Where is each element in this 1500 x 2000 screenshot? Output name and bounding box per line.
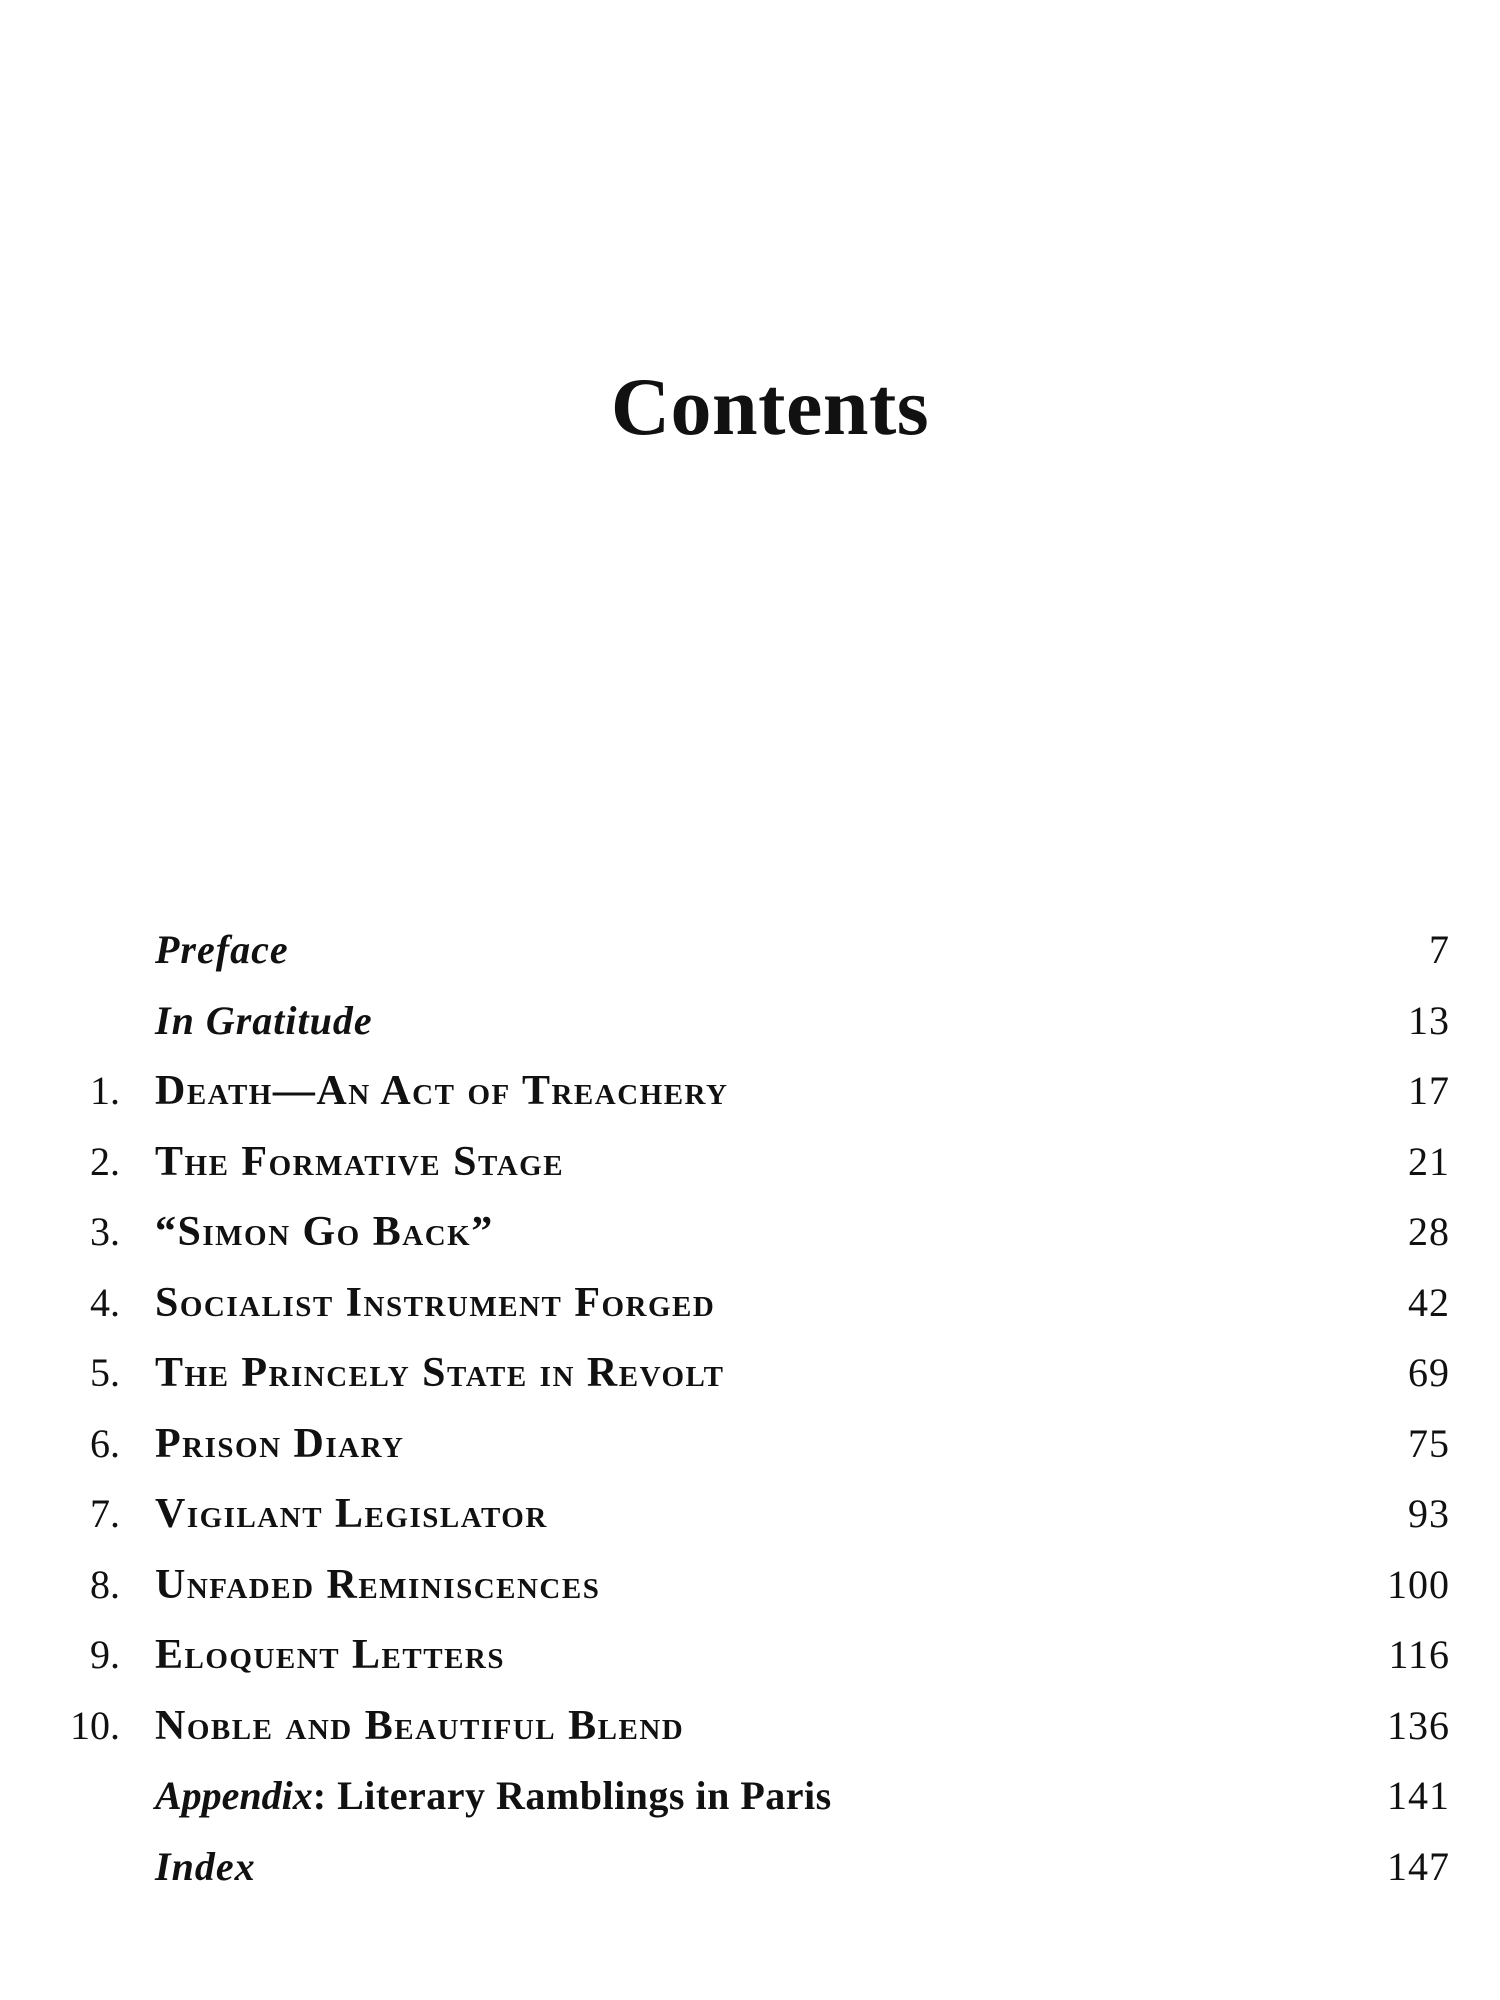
- table-of-contents: [0, 920, 1500, 1907]
- toc-entry-page: 136: [1387, 1702, 1450, 1748]
- toc-entry-chapter-5: [0, 1343, 1500, 1414]
- toc-entry-title: The Formative Stage: [155, 1138, 565, 1185]
- toc-entry-page: 13: [1408, 997, 1450, 1043]
- toc-entry-chapter-8: [0, 1555, 1500, 1626]
- toc-entry-chapter-9: [0, 1625, 1500, 1696]
- toc-entry-appendix: [0, 1766, 1500, 1837]
- toc-entry-page: 17: [1408, 1068, 1450, 1113]
- toc-entry-title: Index: [155, 1843, 256, 1889]
- appendix-subtitle: Literary Ramblings in Paris: [326, 1773, 832, 1818]
- toc-entry-number: 1.: [90, 1068, 120, 1113]
- toc-entry-number: 9.: [90, 1632, 120, 1677]
- toc-entry-chapter-1: [0, 1061, 1500, 1132]
- toc-entry-title: The Princely State in Revolt: [155, 1350, 725, 1396]
- toc-entry-page: 100: [1387, 1561, 1450, 1607]
- appendix-separator: :: [312, 1773, 327, 1818]
- toc-entry-page: 116: [1388, 1632, 1450, 1677]
- toc-entry-number: 7.: [90, 1491, 120, 1536]
- toc-entry-page: 69: [1408, 1350, 1450, 1395]
- toc-entry-chapter-7: [0, 1484, 1500, 1555]
- toc-entry-index: [0, 1837, 1500, 1908]
- toc-entry-chapter-6: [0, 1414, 1500, 1485]
- toc-entry-title: Death—An Act of Treachery: [155, 1068, 729, 1114]
- toc-entry-page: 141: [1387, 1773, 1450, 1818]
- toc-entry-chapter-2: [0, 1132, 1500, 1203]
- toc-entry-number: 6.: [90, 1420, 120, 1466]
- toc-entry-chapter-3: [0, 1202, 1500, 1273]
- toc-entry-preface: [0, 920, 1500, 991]
- toc-entry-page: 42: [1408, 1279, 1450, 1325]
- toc-entry-title: Eloquent Letters: [155, 1632, 505, 1678]
- toc-entry-chapter-10: [0, 1696, 1500, 1767]
- toc-entry-page: 147: [1387, 1843, 1450, 1889]
- toc-entry-page: 21: [1408, 1138, 1450, 1184]
- toc-entry-page: 28: [1408, 1209, 1450, 1254]
- toc-entry-title: Preface: [155, 927, 289, 972]
- appendix-label: Appendix: [155, 1773, 313, 1818]
- toc-entry-number: 8.: [90, 1561, 120, 1607]
- toc-entry-chapter-4: [0, 1273, 1500, 1344]
- toc-entry-title: [155, 1766, 832, 1826]
- toc-entry-page: 75: [1408, 1420, 1450, 1466]
- toc-entry-title: Socialist Instrument Forged: [155, 1279, 716, 1326]
- toc-entry-title: “Simon Go Back”: [155, 1209, 494, 1255]
- toc-entry-title: Unfaded Reminiscences: [155, 1561, 601, 1608]
- toc-entry-number: 2.: [90, 1138, 120, 1184]
- page-title: Contents: [610, 361, 930, 452]
- toc-entry-title: Noble and Beautiful Blend: [155, 1702, 685, 1749]
- toc-entry-page: 7: [1429, 927, 1450, 972]
- toc-entry-title: Vigilant Legislator: [155, 1491, 548, 1537]
- toc-entry-title: Prison Diary: [155, 1420, 405, 1467]
- toc-entry-number: 5.: [90, 1350, 120, 1395]
- toc-entry-in-gratitude: [0, 991, 1500, 1062]
- toc-entry-number: 10.: [70, 1702, 120, 1748]
- toc-entry-number: 3.: [90, 1209, 120, 1254]
- toc-entry-title: In Gratitude: [155, 997, 373, 1043]
- toc-entry-number: 4.: [90, 1279, 120, 1325]
- toc-entry-page: 93: [1408, 1491, 1450, 1536]
